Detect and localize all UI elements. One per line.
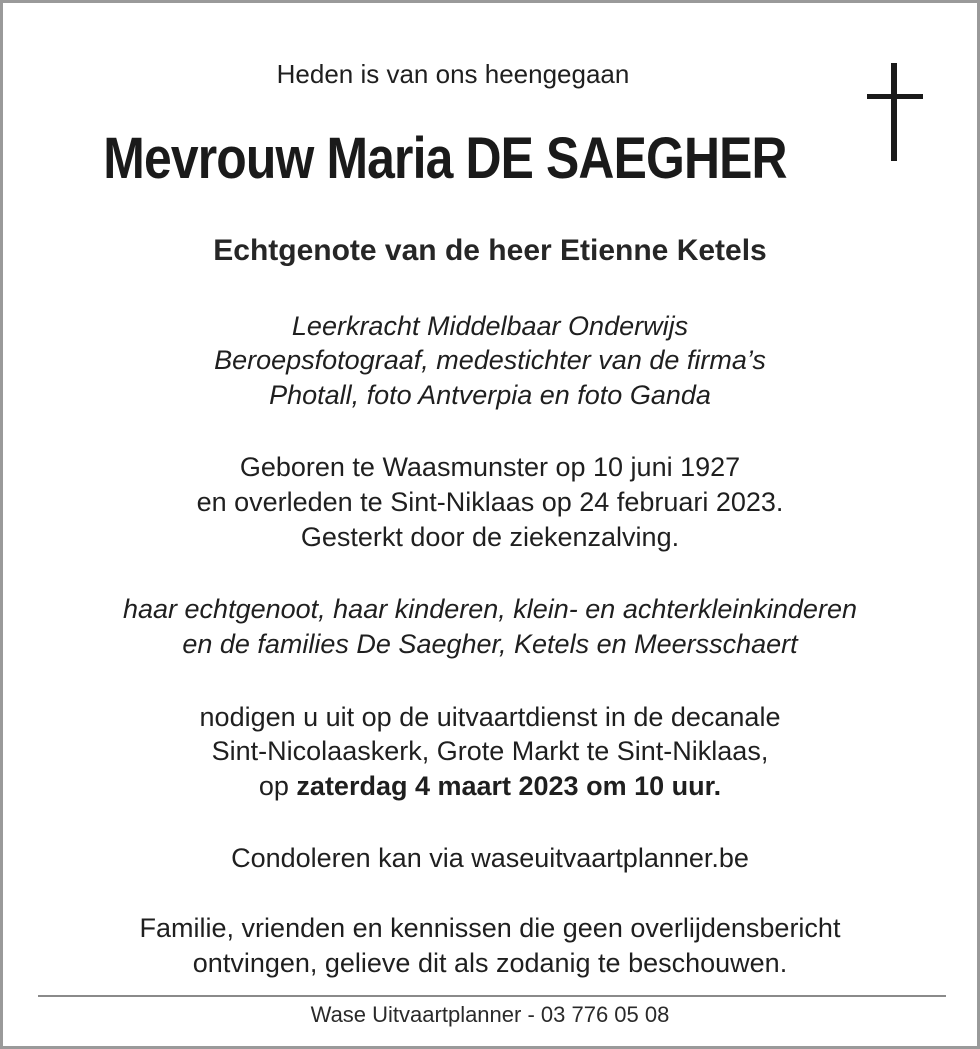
invitation-prefix: op	[258, 771, 297, 801]
condolences-text: Condoleren kan via waseuitvaartplanner.be	[231, 843, 749, 873]
invitation-line-3	[3, 769, 977, 803]
life-line-3: Gesterkt door de ziekenzalving.	[300, 522, 680, 552]
life-line-2: en overleden te Sint-Niklaas op 24 februari 2023.	[196, 487, 784, 517]
profession-line-3: Photall, foto Antverpia en foto Ganda	[269, 380, 711, 410]
spouse-text: Echtgenote van de heer Etienne Ketels	[213, 234, 767, 267]
family-line-1: haar echtgenoot, haar kinderen, klein- en achterkleinkinderen	[123, 594, 857, 624]
invitation-line-2: Sint-Nicolaaskerk, Grote Markt te Sint-Niklaas,	[211, 736, 769, 766]
footer-text: Wase Uitvaartplanner - 03 776 05 08	[310, 1002, 670, 1027]
life-line-1: Geboren te Waasmunster op 10 juni 1927	[239, 452, 741, 482]
deceased-name: Mevrouw Maria DE SAEGHER	[103, 126, 787, 191]
profession-line-2: Beroepsfotograaf, medestichter van de firma’s	[214, 345, 766, 375]
intro-text: Heden is van ons heengegaan	[276, 59, 630, 89]
cross-icon	[867, 63, 925, 163]
family-line-2: en de families De Saegher, Ketels en Meersschaert	[182, 629, 798, 659]
closing-line-2: ontvingen, gelieve dit als zodanig te beschouwen.	[192, 948, 788, 978]
profession-line-1: Leerkracht Middelbaar Onderwijs	[291, 311, 689, 341]
closing-line-1: Familie, vrienden en kennissen die geen overlijdensbericht	[139, 913, 841, 943]
invitation-line-1: nodigen u uit op de uitvaartdienst in de decanale	[199, 702, 781, 732]
service-date: zaterdag 4 maart 2023 om 10 uur.	[296, 771, 722, 801]
footer-divider	[38, 995, 946, 997]
